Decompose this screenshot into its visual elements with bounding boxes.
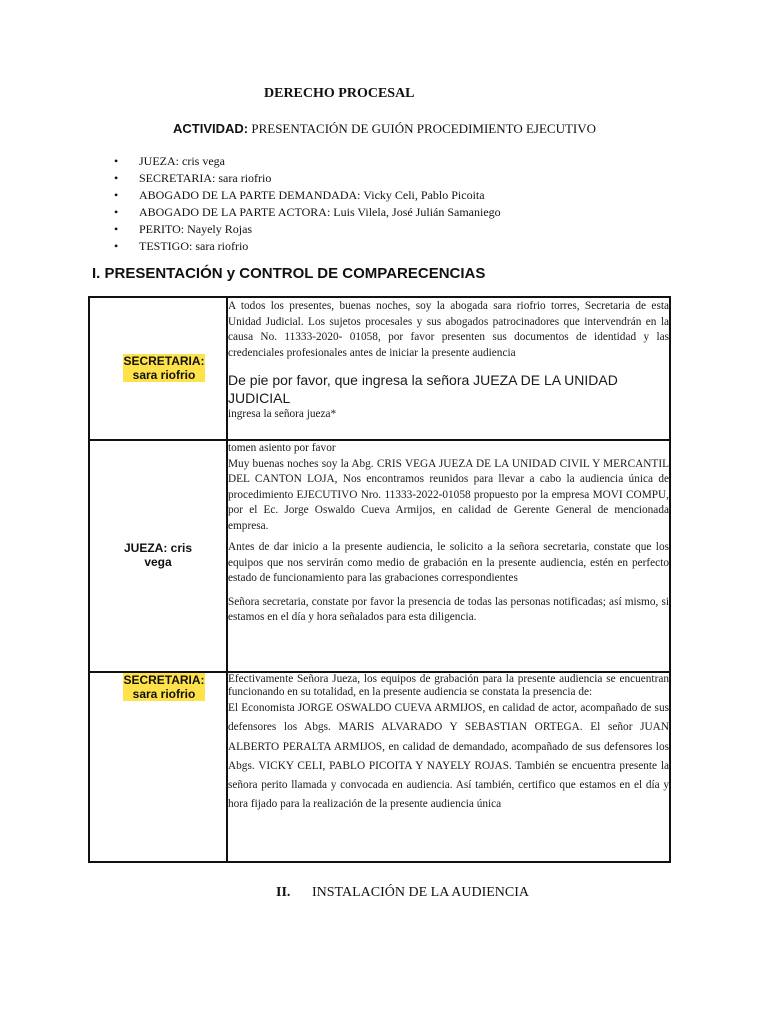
dialogue-paragraph: Efectivamente Señora Jueza, los equipos de grabación para la presente audiencia se encuentran funcionando en su totalidad, en la presente audiencia se constata la presencia de: <box>228 673 669 698</box>
role-label: JUEZA: cris vega <box>123 541 193 569</box>
list-item <box>112 187 501 204</box>
participants-list <box>112 153 501 255</box>
bullet-icon: • <box>114 205 119 219</box>
dialogue-paragraph: tomen asiento por favor <box>228 442 336 454</box>
role-label: SECRETARIA: sara riofrio <box>123 353 205 382</box>
bullet-icon: • <box>114 239 119 253</box>
table-row <box>89 440 670 672</box>
document-title: DERECHO PROCESAL <box>264 86 415 101</box>
role-label: SECRETARIA: sara riofrio <box>123 673 205 701</box>
script-table <box>88 296 671 863</box>
dialogue-cell <box>227 297 670 440</box>
dialogue-paragraph: Antes de dar inicio a la presente audiencia, le solicito a la señora secretaria, constate que los equipos que nos servirán como medio de grabación en la presente audiencia, estén en perfecto estado de funcionamiento para las grabaciones correspondientes <box>228 541 669 584</box>
bullet-icon: • <box>114 222 119 236</box>
activity-label: ACTIVIDAD: <box>173 121 249 136</box>
participant-text: JUEZA: cris vega <box>139 154 225 168</box>
participant-text: TESTIGO: sara riofrio <box>139 239 249 253</box>
activity-line <box>173 121 596 137</box>
list-item <box>112 170 501 187</box>
table-row <box>89 297 670 440</box>
role-cell <box>89 297 227 440</box>
dialogue-paragraph: A todos los presentes, buenas noches, soy la abogada sara riofrio torres, Secretaria de esta Unidad Judicial. Los sujetos procesales y sus abogados patrocinadores que intervendrán en la causa No. 11333-2020- 01058, por favor presenten sus documentos de identidad y las credenciales profesionales antes de iniciar la presente audiencia <box>228 300 669 359</box>
activity-text: PRESENTACIÓN DE GUIÓN PROCEDIMIENTO EJECUTIVO <box>251 121 597 136</box>
participant-text: ABOGADO DE LA PARTE ACTORA: Luis Vilela, José Julián Samaniego <box>139 205 501 219</box>
bullet-icon: • <box>114 188 119 202</box>
bullet-icon: • <box>114 171 119 185</box>
list-item <box>112 238 501 255</box>
dialogue-paragraph: De pie por favor, que ingresa la señora JUEZA DE LA UNIDAD JUDICIAL <box>228 372 618 406</box>
section-heading-1: I. PRESENTACIÓN y CONTROL DE COMPARECENCIAS <box>92 265 486 282</box>
participant-text: ABOGADO DE LA PARTE DEMANDADA: Vicky Celi, Pablo Picoita <box>139 188 485 202</box>
dialogue-paragraph: El Economista JORGE OSWALDO CUEVA ARMIJOS, en calidad de actor, acompañado de sus defensores los Abgs. MARIS ALVARADO Y SEBASTIAN ORTEGA. El señor JUAN ALBERTO PERALTA ARMIJOS, en calidad de demandado, acompañado de sus defensores los Abgs. VICKY CELI, PABLO PICOITA Y NAYELY ROJAS. También se encuentra presente la señora perito llamada y convocada en audiencia. Así también, certifico que estamos en el día y hora fijado para la realización de la presente audiencia única <box>228 702 669 811</box>
list-item <box>112 221 501 238</box>
section-title: INSTALACIÓN DE LA AUDIENCIA <box>312 885 530 900</box>
list-item <box>112 204 501 221</box>
dialogue-paragraph: Señora secretaria, constate por favor la presencia de todas las personas notificadas; así mismo, si estamos en el día y hora señalados para esta diligencia. <box>228 595 669 623</box>
dialogue-paragraph: ingresa la señora jueza* <box>228 408 337 420</box>
bullet-icon: • <box>114 154 119 168</box>
role-cell <box>89 440 227 672</box>
role-cell <box>89 672 227 862</box>
participant-text: SECRETARIA: sara riofrio <box>139 171 272 185</box>
dialogue-cell <box>227 440 670 672</box>
dialogue-paragraph: Muy buenas noches soy la Abg. CRIS VEGA JUEZA DE LA UNIDAD CIVIL Y MERCANTIL DEL CANTON LOJA, Nos encontramos reunidos para llevar a cabo la audiencia única de procedimiento EJECUTIVO Nro. 11333-2022-01058 propuesto por la empresa MOVI COMPU, por el Ec. Jorge Oswaldo Cueva Armijos, en calidad de Gerente General de mencionada empresa. <box>228 457 669 532</box>
participant-text: PERITO: Nayely Rojas <box>139 222 253 236</box>
table-row <box>89 672 670 862</box>
list-item <box>112 153 501 170</box>
section-heading-2 <box>276 885 529 901</box>
section-number: II. <box>276 885 291 900</box>
dialogue-cell <box>227 672 670 862</box>
